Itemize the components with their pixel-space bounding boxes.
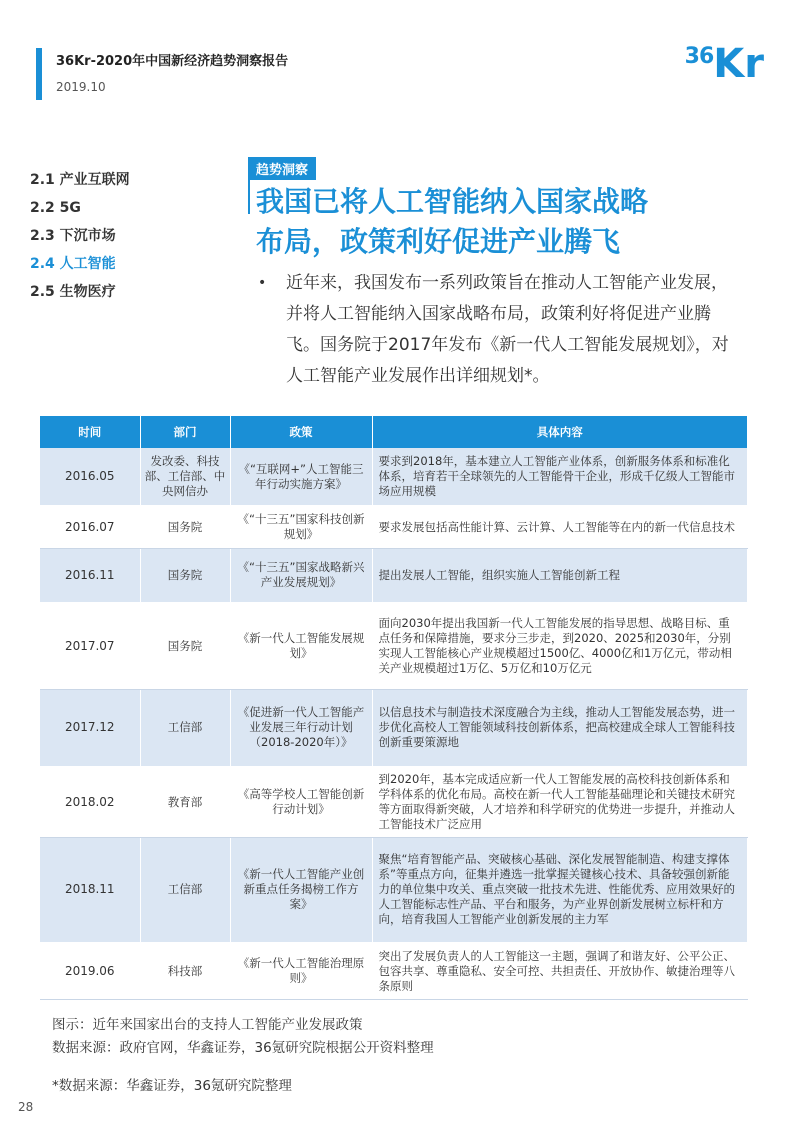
- toc-item-lower-tier-market[interactable]: 2.3 下沉市场: [30, 228, 116, 244]
- cell-time: 2016.11: [40, 548, 140, 603]
- cell-time: 2017.07: [40, 603, 140, 689]
- cell-detail: 提出发展人工智能，组织实施人工智能创新工程: [372, 548, 748, 603]
- section-tag-wrap: [248, 157, 316, 180]
- cell-time: 2019.06: [40, 943, 140, 999]
- cell-policy: 《促进新一代人工智能产业发展三年行动计划（2018-2020年）》: [230, 689, 372, 767]
- col-header-policy: 政策: [230, 416, 372, 448]
- toc-item-industrial-internet[interactable]: 2.1 产业互联网: [30, 172, 130, 188]
- cell-time: 2018.11: [40, 837, 140, 943]
- cell-dept: 工信部: [140, 689, 230, 767]
- col-header-detail: 具体内容: [372, 416, 748, 448]
- table-row: [40, 548, 748, 603]
- table-row: [40, 603, 748, 689]
- cell-dept: 发改委、科技部、工信部、中央网信办: [140, 448, 230, 506]
- cell-dept: 工信部: [140, 837, 230, 943]
- cell-dept: 教育部: [140, 767, 230, 837]
- cell-detail: 面向2030年提出我国新一代人工智能发展的指导思想、战略目标、重点任务和保障措施，要求分三步走，到2020、2025和2030年，分别实现人工智能核心产业规模超过1500亿、4000亿和1万亿元，带动相关产业规模超过1万亿、5万亿和10万亿元: [372, 603, 748, 689]
- footnote: *数据来源：华鑫证券，36氪研究院整理: [52, 1078, 292, 1094]
- table-row: [40, 767, 748, 837]
- cell-time: 2016.05: [40, 448, 140, 506]
- table-row: [40, 689, 748, 767]
- headline-line-2: 布局，政策利好促进产业腾飞: [256, 225, 621, 258]
- page-number: 28: [18, 1100, 34, 1114]
- cell-detail: 聚焦“培育智能产品、突破核心基础、深化发展智能制造、构建支撑体系”等重点方向，征集并遴选一批掌握关键核心技术、具备较强创新能力的单位集中攻关、重点突破一批技术先进、性能优秀、应用效果好的人工智能标志性产品、平台和服务，为产业界创新发展树立标杆和方向，培育我国人工智能产业创新发展的主力军: [372, 837, 748, 943]
- policy-table: [40, 416, 748, 1000]
- bullet-dot-icon: •: [258, 275, 267, 291]
- col-header-dept: 部门: [140, 416, 230, 448]
- cell-policy: 《“互联网+”人工智能三年行动实施方案》: [230, 448, 372, 506]
- table-row: [40, 448, 748, 506]
- intro-bullet: [256, 268, 736, 392]
- cell-dept: 国务院: [140, 506, 230, 548]
- cell-time: 2016.07: [40, 506, 140, 548]
- toc-item-biomedical[interactable]: 2.5 生物医疗: [30, 284, 116, 300]
- cell-policy: 《新一代人工智能发展规划》: [230, 603, 372, 689]
- toc-item-5g[interactable]: 2.2 5G: [30, 200, 81, 216]
- brand-logo: [684, 41, 764, 87]
- cell-detail: 突出了发展负责人的人工智能这一主题，强调了和谐友好、公平公正、包容共享、尊重隐私、安全可控、共担责任、开放协作、敏捷治理等八条原则: [372, 943, 748, 999]
- report-date: 2019.10: [56, 80, 106, 94]
- cell-policy: 《高等学校人工智能创新行动计划》: [230, 767, 372, 837]
- cell-policy: 《新一代人工智能治理原则》: [230, 943, 372, 999]
- cell-policy: 《新一代人工智能产业创新重点任务揭榜工作方案》: [230, 837, 372, 943]
- intro-text: 近年来，我国发布一系列政策旨在推动人工智能产业发展，并将人工智能纳入国家战略布局，政策利好将促进产业腾飞。国务院于2017年发布《新一代人工智能发展规划》，对人工智能产业发展作出详细规划*。: [286, 273, 729, 386]
- report-title: 36Kr-2020年中国新经济趋势洞察报告: [56, 54, 289, 69]
- table-header-row: [40, 416, 748, 448]
- headline-accent-line: [248, 180, 250, 214]
- col-header-time: 时间: [40, 416, 140, 448]
- section-tag: 趋势洞察: [248, 157, 316, 180]
- table-row: [40, 837, 748, 943]
- cell-dept: 国务院: [140, 603, 230, 689]
- cell-detail: 要求发展包括高性能计算、云计算、人工智能等在内的新一代信息技术: [372, 506, 748, 548]
- cell-detail: 以信息技术与制造技术深度融合为主线，推动人工智能发展态势，进一步优化高校人工智能领域科技创新体系，把高校建成全球人工智能科技创新重要策源地: [372, 689, 748, 767]
- logo-number: 36: [684, 44, 714, 69]
- cell-detail: 到2020年，基本完成适应新一代人工智能发展的高校科技创新体系和学科体系的优化布局。高校在新一代人工智能基础理论和关键技术研究等方面取得新突破，人才培养和科学研究的优势进一步提升，并推动人工智能技术广泛应用: [372, 767, 748, 837]
- header-accent-bar: [36, 48, 42, 100]
- table-row: [40, 506, 748, 548]
- table-caption: [52, 1014, 434, 1060]
- cell-time: 2017.12: [40, 689, 140, 767]
- cell-time: 2018.02: [40, 767, 140, 837]
- table-row: [40, 943, 748, 999]
- cell-policy: 《“十三五”国家战略新兴产业发展规划》: [230, 548, 372, 603]
- headline: [256, 182, 756, 262]
- headline-line-1: 我国已将人工智能纳入国家战略: [256, 185, 649, 218]
- cell-detail: 要求到2018年，基本建立人工智能产业体系，创新服务体系和标准化体系，培育若干全球领先的人工智能骨干企业，形成千亿级人工智能市场应用规模: [372, 448, 748, 506]
- cell-dept: 科技部: [140, 943, 230, 999]
- cell-policy: 《“十三五”国家科技创新规划》: [230, 506, 372, 548]
- toc-item-ai[interactable]: 2.4 人工智能: [30, 256, 116, 272]
- caption-source: 数据来源：政府官网，华鑫证券，36氪研究院根据公开资料整理: [52, 1040, 434, 1056]
- logo-letters: Kr: [713, 41, 764, 87]
- caption-figure: 图示：近年来国家出台的支持人工智能产业发展政策: [52, 1017, 363, 1033]
- cell-dept: 国务院: [140, 548, 230, 603]
- section-toc: [30, 168, 130, 308]
